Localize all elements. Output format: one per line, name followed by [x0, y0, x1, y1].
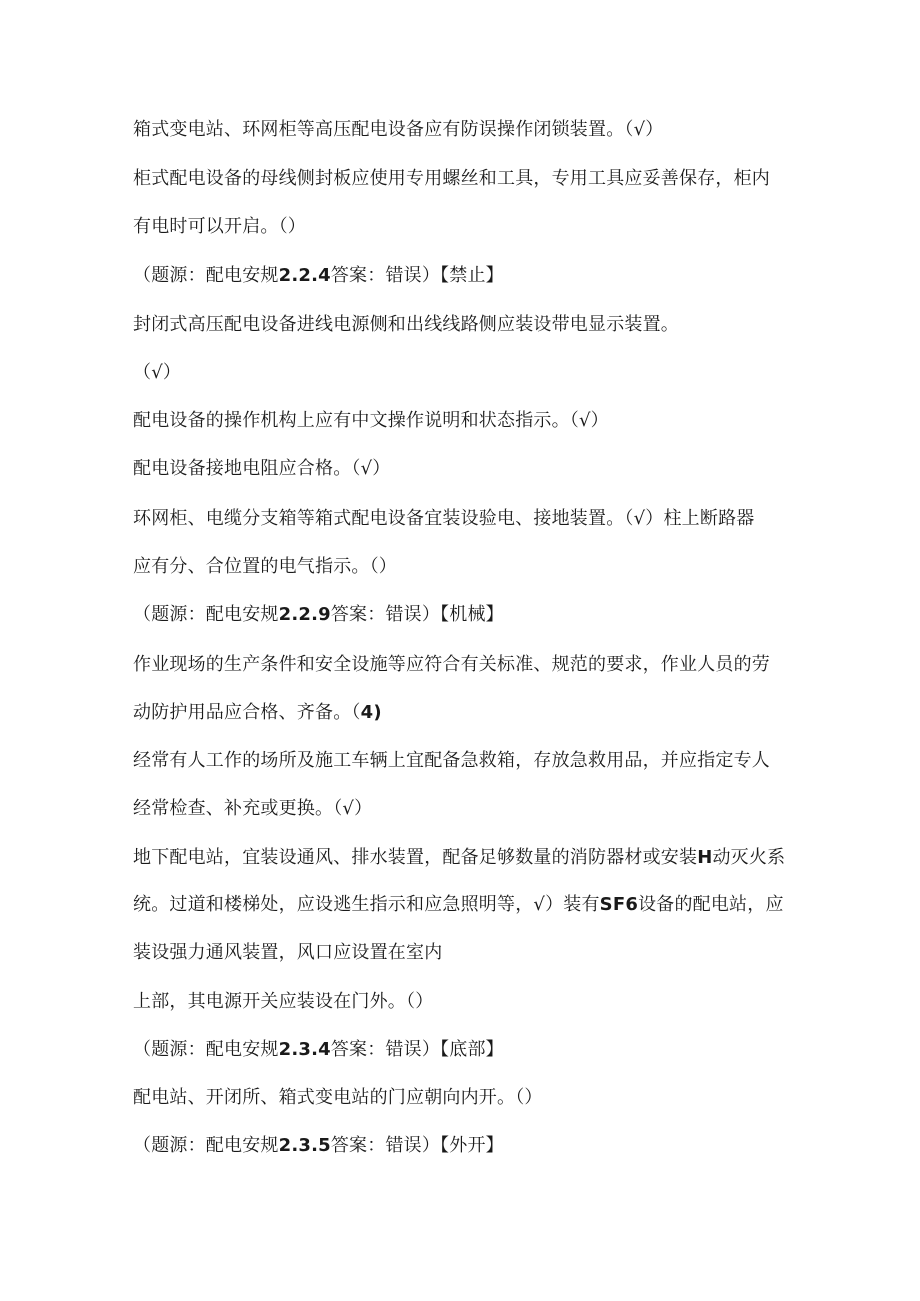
text-segment: 配电设备的操作机构上应有中文操作说明和状态指示。（√） [133, 410, 609, 431]
text-segment: 答案：错误）【底部】 [330, 1039, 504, 1060]
text-line [133, 749, 813, 773]
text-segment-bold: SF6 [599, 894, 639, 915]
source-note [133, 1134, 813, 1158]
text-line [133, 313, 813, 337]
clause-number: 2.3.4 [278, 1039, 331, 1060]
text-line [133, 167, 813, 191]
text-segment: 应有分、合位置的电气指示。（） [133, 556, 397, 577]
text-segment: 动防护用品应合格、齐备。（ [133, 702, 361, 723]
text-segment: 封闭式高压配电设备进线电源侧和出线线路侧应装设带电显示装置。 [133, 314, 679, 335]
text-line [133, 361, 813, 385]
text-segment: 装设强力通风装置，风口应设置在室内 [133, 942, 443, 963]
text-segment: 柜式配电设备的母线侧封板应使用专用螺丝和工具，专用工具应妥善保存，柜内 [133, 168, 770, 189]
text-segment: （题源：配电安规 [133, 604, 279, 625]
text-line [133, 893, 813, 917]
text-segment-bold: H [697, 847, 713, 868]
text-line [133, 990, 813, 1014]
text-line [133, 941, 813, 965]
text-segment: 统。过道和楼梯处，应设逃生指示和应急照明等，√）装有 [133, 894, 600, 915]
text-segment: 经常检查、补充或更换。（√） [133, 798, 373, 819]
clause-number: 2.2.4 [278, 265, 331, 286]
text-segment: 地下配电站，宜装设通风、排水装置，配备足够数量的消防器材或安装 [133, 847, 698, 868]
text-segment: （题源：配电安规 [133, 1135, 279, 1156]
text-line [133, 653, 813, 677]
text-line [133, 555, 813, 579]
source-note [133, 1038, 813, 1062]
text-segment: 上部，其电源开关应装设在门外。（） [133, 991, 434, 1012]
text-segment: 答案：错误）【禁止】 [330, 265, 504, 286]
source-note [133, 603, 813, 627]
text-segment: 动灭火系 [712, 847, 786, 868]
text-line [133, 507, 813, 531]
text-segment: 配电设备接地电阻应合格。（√） [133, 458, 391, 479]
text-segment: 作业现场的生产条件和安全设施等应符合有关标准、规范的要求，作业人员的劳 [133, 654, 770, 675]
text-segment: 答案：错误）【外开】 [330, 1135, 504, 1156]
text-line [133, 846, 813, 870]
text-segment: （题源：配电安规 [133, 1039, 279, 1060]
clause-number: 2.2.9 [278, 604, 331, 625]
text-segment-bold: 4) [360, 702, 382, 723]
text-segment: 答案：错误）【机械】 [330, 604, 504, 625]
text-segment: 环网柜、电缆分支箱等箱式配电设备宜装设验电、接地装置。（√）柱上断路器 [133, 508, 755, 529]
text-line [133, 457, 813, 481]
text-line [133, 215, 813, 239]
text-line [133, 1086, 813, 1110]
text-segment: （题源：配电安规 [133, 265, 279, 286]
text-segment: 设备的配电站，应 [638, 894, 784, 915]
text-segment: 配电站、开闭所、箱式变电站的门应朝向内开。（） [133, 1087, 543, 1108]
text-segment: 经常有人工作的场所及施工车辆上宜配备急救箱，存放急救用品，并应指定专人 [133, 750, 770, 771]
text-line [133, 409, 813, 433]
clause-number: 2.3.5 [278, 1135, 331, 1156]
text-segment: （√） [133, 362, 182, 383]
text-segment: 箱式变电站、环网柜等高压配电设备应有防误操作闭锁装置。（√） [133, 119, 664, 140]
text-segment: 有电时可以开启。（） [133, 216, 306, 237]
source-note [133, 264, 813, 288]
text-line [133, 701, 813, 725]
text-line [133, 118, 813, 142]
text-line [133, 797, 813, 821]
